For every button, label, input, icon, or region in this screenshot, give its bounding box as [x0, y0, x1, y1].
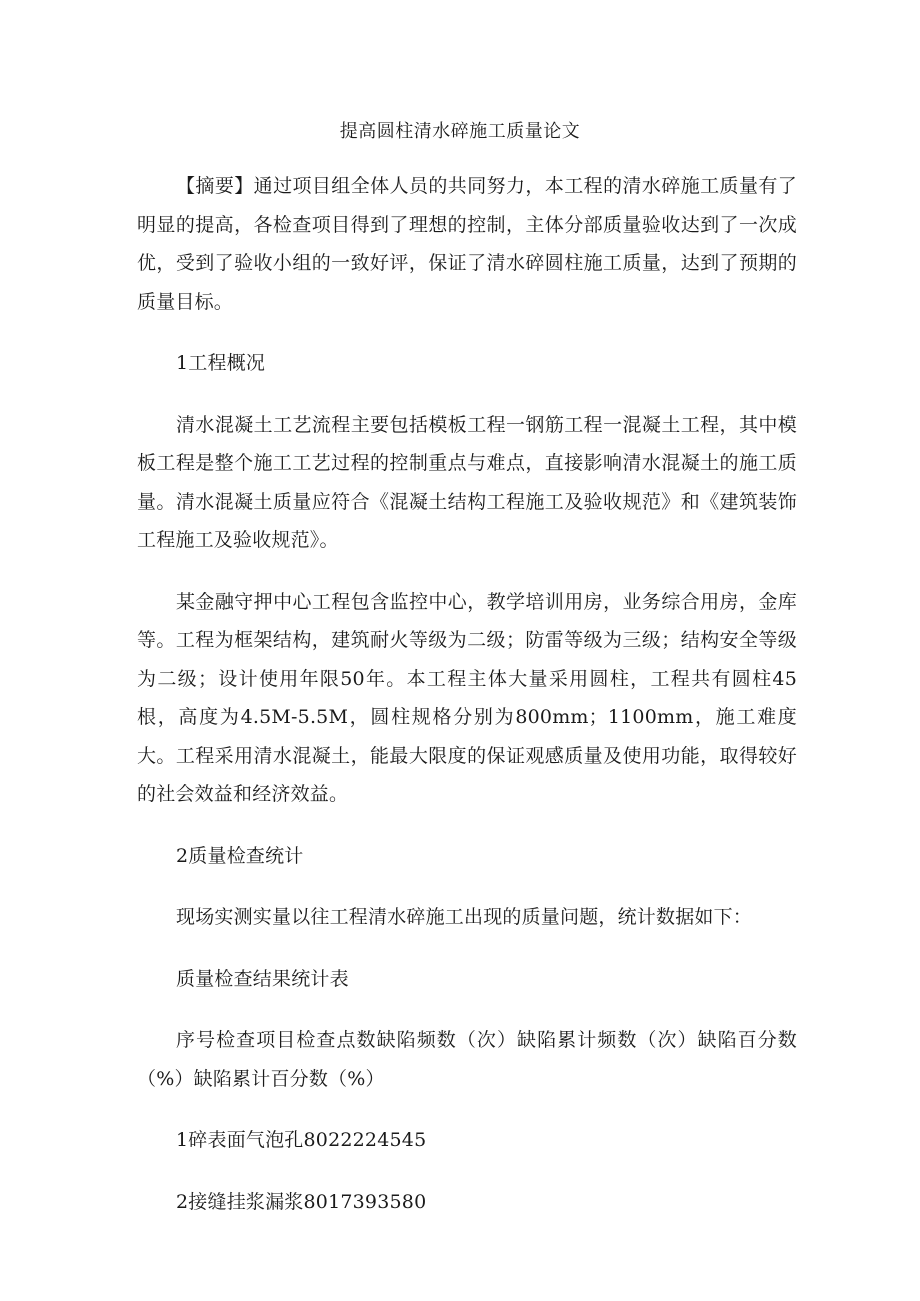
table-header-row: 序号检查项目检查点数缺陷频数（次）缺陷累计频数（次）缺陷百分数（%）缺陷累计百分数（%）: [137, 1029, 797, 1090]
document-body: [137, 167, 797, 1244]
table-caption: 质量检查结果统计表: [176, 967, 349, 990]
section-heading-statistics: 2质量检查统计: [176, 844, 304, 867]
table-row: 2接缝挂浆漏浆8017393580: [176, 1190, 427, 1213]
document-title: 提高圆柱清水碎施工质量论文: [339, 121, 581, 142]
project-paragraph: 某金融守押中心工程包含监控中心，教学培训用房，业务综合用房，金库等。工程为框架结构，建筑耐火等级为二级；防雷等级为三级；结构安全等级为二级；设计使用年限50年。本工程主体大量采用圆柱，工程共有圆柱45根，高度为4.5M-5.5M，圆柱规格分别为800mm；1100mm，施工难度大。工程采用清水混凝土，能最大限度的保证观感质量及使用功能，取得较好的社会效益和经济效益。: [137, 590, 797, 805]
statistics-intro-paragraph: 现场实测实量以往工程清水碎施工出现的质量问题，统计数据如下：: [176, 906, 753, 928]
abstract-paragraph: 【摘要】通过项目组全体人员的共同努力，本工程的清水碎施工质量有了明显的提高，各检查项目得到了理想的控制，主体分部质量验收达到了一次成优，受到了验收小组的一致好评，保证了清水碎圆柱施工质量，达到了预期的质量目标。: [137, 175, 797, 313]
table-row: 1碎表面气泡孔8022224545: [176, 1129, 427, 1151]
section-heading-overview: 1工程概况: [176, 352, 266, 374]
process-paragraph: 清水混凝土工艺流程主要包括模板工程一钢筋工程一混凝土工程，其中模板工程是整个施工工艺过程的控制重点与难点，直接影响清水混凝土的施工质量。清水混凝土质量应符合《混凝土结构工程施工及验收规范》和《建筑装饰工程施工及验收规范》。: [137, 413, 797, 551]
